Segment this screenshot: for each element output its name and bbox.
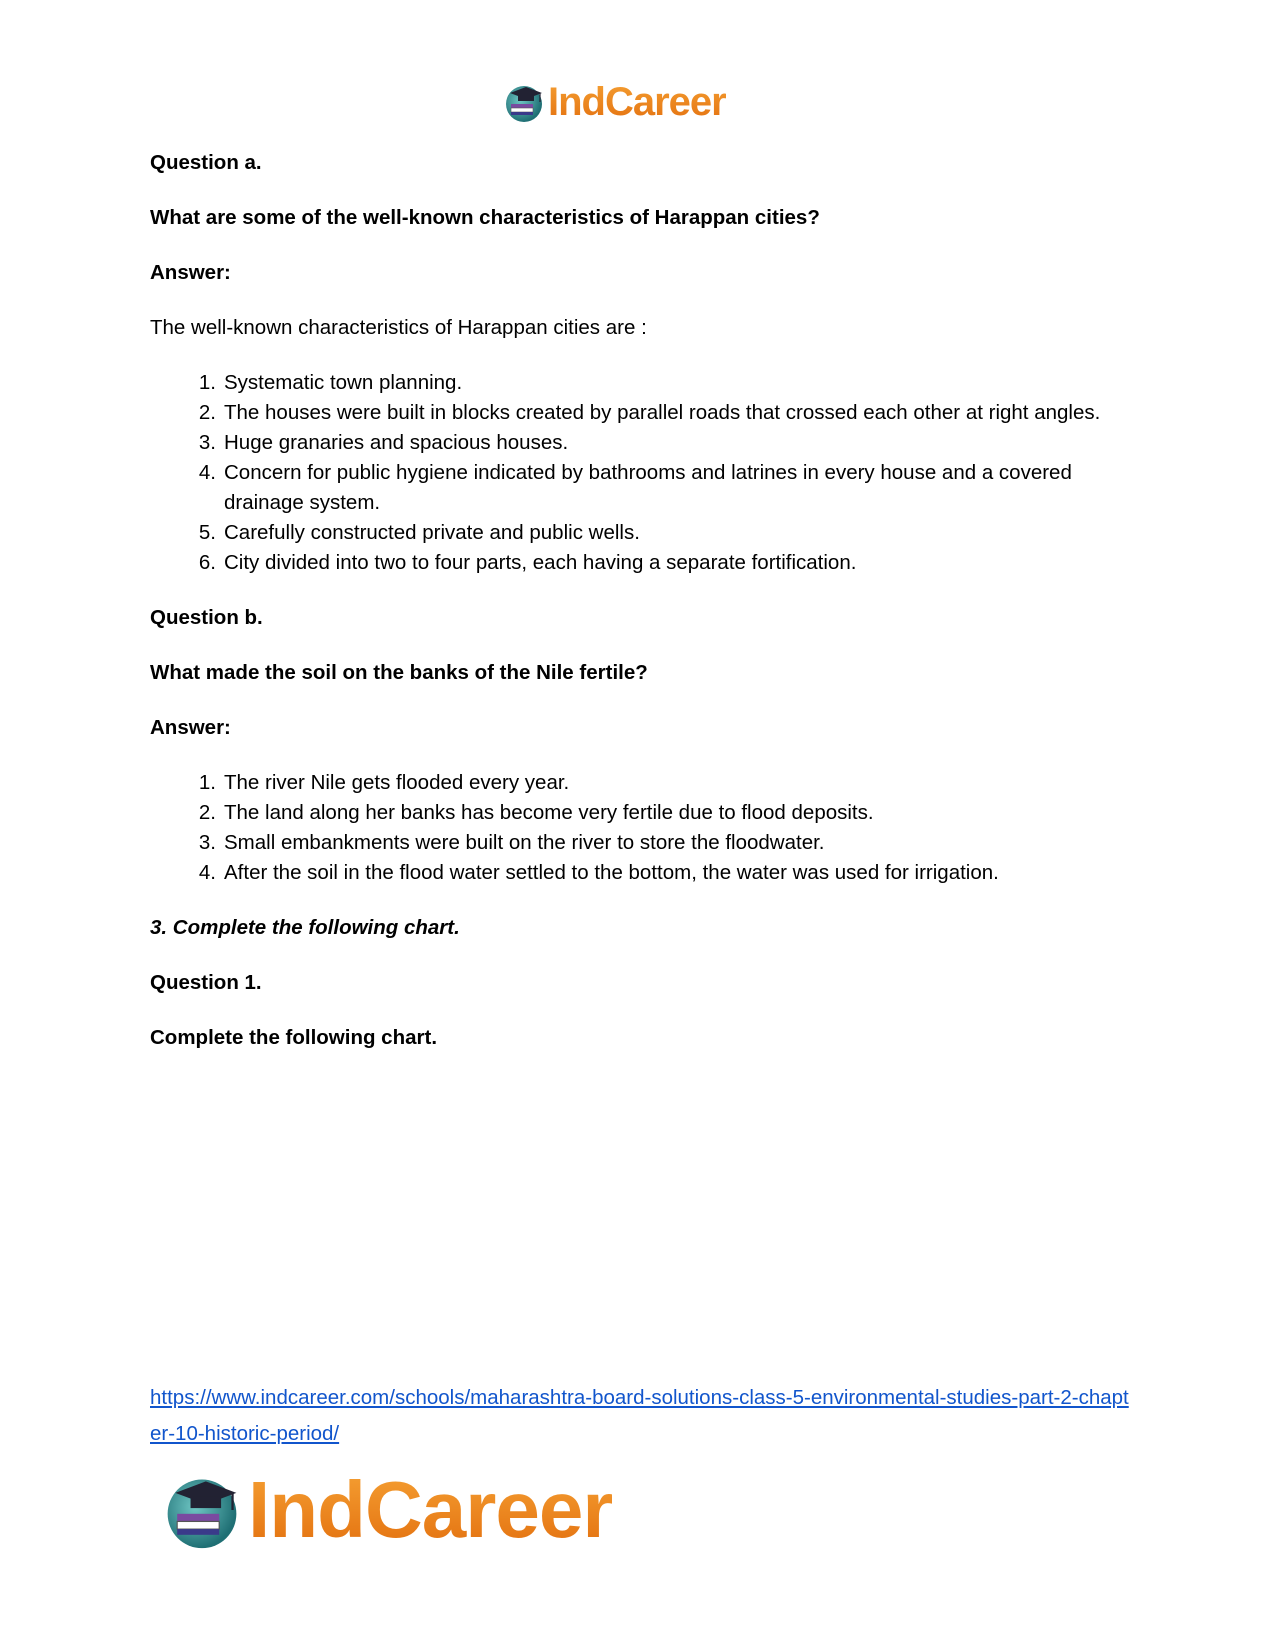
logo-wordmark: IndCareer (248, 1465, 613, 1554)
question-b-answer-label: Answer: (150, 716, 231, 739)
document-body (150, 148, 1130, 1078)
indcareer-logo-bottom (160, 1465, 613, 1554)
list-item: 3. Huge granaries and spacious houses. (198, 431, 569, 454)
list-item: 1. Systematic town planning. (198, 371, 463, 394)
indcareer-logo-top (502, 80, 726, 124)
question-a-answer-list (150, 368, 1130, 578)
list-item: 5. Carefully constructed private and public wells. (198, 521, 640, 544)
question-a-heading: Question a. (150, 151, 262, 174)
list-item: 2. The houses were built in blocks created by parallel roads that crossed each other at right angles. (198, 401, 1101, 424)
source-link[interactable]: https://www.indcareer.com/schools/maharashtra-board-solutions-class-5-environmental-studies-part-2-chapter-10-historic-period/ (150, 1386, 1129, 1445)
logo-wordmark: IndCareer (548, 80, 726, 124)
list-item: 2. The land along her banks has become very fertile due to flood deposits. (198, 801, 874, 824)
list-item: 3. Small embankments were built on the river to store the floodwater. (198, 831, 825, 854)
globe-cap-icon (160, 1468, 244, 1552)
question-b-heading: Question b. (150, 606, 263, 629)
list-item: 4. Concern for public hygiene indicated by bathrooms and latrines in every house and a covered drainage system. (198, 461, 1072, 514)
question-b-answer-list (150, 768, 1130, 888)
question-a-answer-label: Answer: (150, 261, 231, 284)
section-3-heading: 3. Complete the following chart. (150, 916, 460, 939)
question-a-text: What are some of the well-known characteristics of Harappan cities? (150, 206, 820, 229)
list-item: 6. City divided into two to four parts, each having a separate fortification. (198, 551, 857, 574)
question-a-intro: The well-known characteristics of Harappan cities are : (150, 316, 647, 339)
question-1-heading: Question 1. (150, 971, 262, 994)
list-item: 1. The river Nile gets flooded every year. (198, 771, 570, 794)
question-b-text: What made the soil on the banks of the Nile fertile? (150, 661, 648, 684)
list-item: 4. After the soil in the flood water settled to the bottom, the water was used for irrigation. (198, 861, 999, 884)
question-1-text: Complete the following chart. (150, 1026, 438, 1049)
globe-cap-icon (502, 80, 546, 124)
